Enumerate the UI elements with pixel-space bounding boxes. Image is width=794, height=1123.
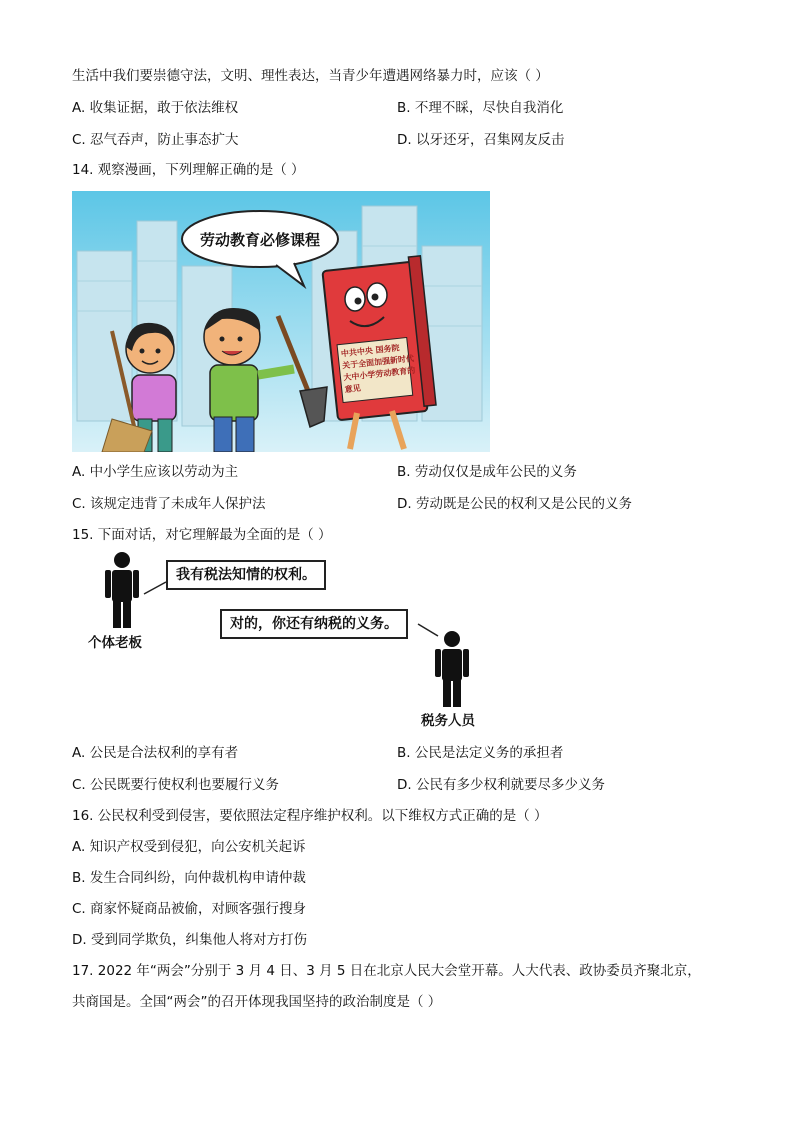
q14-stem: 14. 观察漫画，下列理解正确的是（ ） — [72, 162, 305, 178]
q14-option-a[interactable]: A. 中小学生应该以劳动为主 — [72, 464, 239, 480]
q13-option-b[interactable]: B. 不理不睬，尽快自我消化 — [397, 100, 564, 116]
speech-bubble-tax-officer: 对的，你还有纳税的义务。 — [220, 609, 408, 639]
person-icon — [435, 631, 469, 707]
q15-option-b[interactable]: B. 公民是法定义务的承担者 — [397, 745, 564, 761]
q13-option-a[interactable]: A. 收集证据，敢于依法维权 — [72, 100, 239, 116]
book-title-line2: 关于全面加强新时代 — [341, 353, 415, 371]
q13-option-d[interactable]: D. 以牙还牙，召集网友反击 — [397, 132, 565, 148]
q15-dialog-figure — [88, 552, 488, 732]
q16-option-a[interactable]: A. 知识产权受到侵犯，向公安机关起诉 — [72, 839, 306, 855]
labor-education-cartoon — [72, 191, 490, 452]
q14-comic-image — [72, 191, 490, 452]
q15-stem: 15. 下面对话，对它理解最为全面的是（ ） — [72, 527, 332, 543]
book-title-line1: 中共中央 国务院 — [340, 343, 400, 359]
q16-option-d[interactable]: D. 受到同学欺负，纠集他人将对方打伤 — [72, 932, 307, 948]
speech-bubble-owner: 我有税法知情的权利。 — [166, 560, 326, 590]
q15-option-d[interactable]: D. 公民有多少权利就要尽多少义务 — [397, 777, 605, 793]
book-title-line3: 大中小学劳动教育的 — [343, 365, 416, 383]
q15-option-c[interactable]: C. 公民既要行使权利也要履行义务 — [72, 777, 280, 793]
q14-option-b[interactable]: B. 劳动仅仅是成年公民的义务 — [397, 464, 577, 480]
owner-label: 个体老板 — [88, 635, 142, 651]
q17-stem-line2: 共商国是。全国“两会”的召开体现我国坚持的政治制度是（ ） — [72, 994, 442, 1010]
q14-option-d[interactable]: D. 劳动既是公民的权利又是公民的义务 — [397, 496, 632, 512]
q15-option-a[interactable]: A. 公民是合法权利的享有者 — [72, 745, 239, 761]
q13-stem: 生活中我们要崇德守法，文明、理性表达，当青少年遭遇网络暴力时，应该（ ） — [72, 68, 549, 84]
q16-stem: 16. 公民权利受到侵害，要依照法定程序维护权利。以下维权方式正确的是（ ） — [72, 808, 548, 824]
q16-option-c[interactable]: C. 商家怀疑商品被偷，对顾客强行搜身 — [72, 901, 307, 917]
speech-text: 劳动教育必修课程 — [199, 231, 321, 249]
q16-option-b[interactable]: B. 发生合同纠纷，向仲裁机构申请仲裁 — [72, 870, 306, 886]
q14-option-c[interactable]: C. 该规定违背了未成年人保护法 — [72, 496, 266, 512]
q13-option-c[interactable]: C. 忍气吞声，防止事态扩大 — [72, 132, 239, 148]
tax-officer-label: 税务人员 — [421, 713, 475, 729]
person-icon — [105, 552, 139, 628]
q17-stem-line1: 17. 2022 年“两会”分别于 3 月 4 日、3 月 5 日在北京人民大会堂开幕。人大代表、政协委员齐聚北京， — [72, 963, 701, 979]
book-title-line4: 意见 — [344, 383, 362, 395]
